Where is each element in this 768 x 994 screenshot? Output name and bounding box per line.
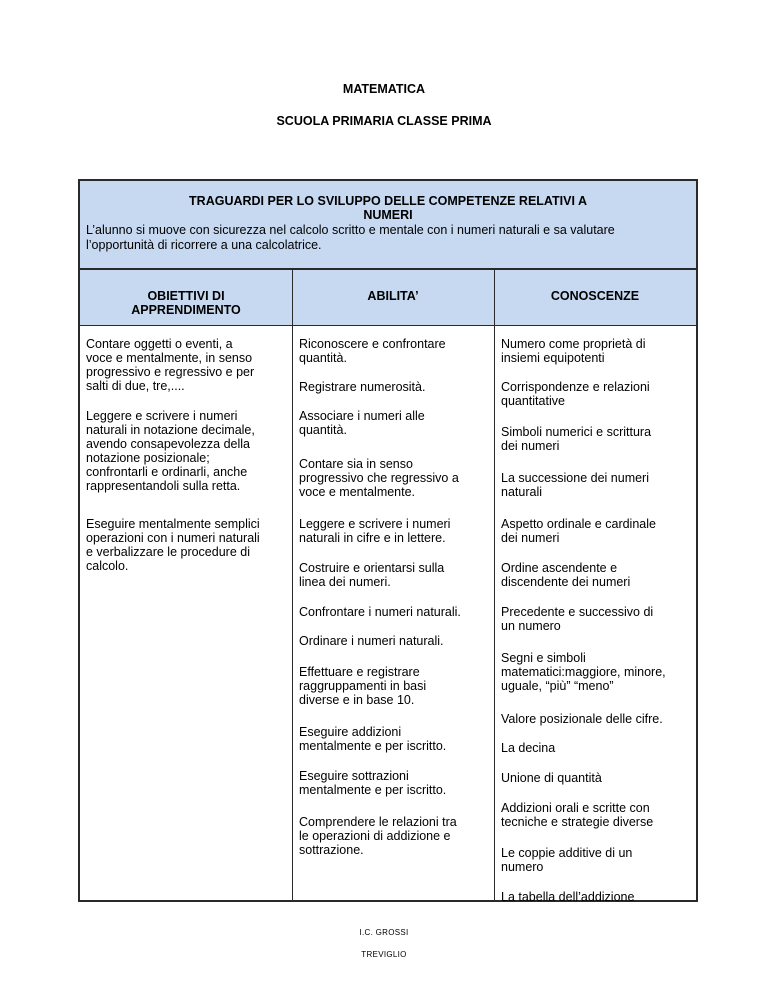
abilita-item [299, 561, 491, 589]
abilita-item [299, 665, 491, 707]
abilita-item [299, 634, 491, 648]
text-line: Simboli numerici e scrittura [501, 425, 652, 439]
text-line: discendente dei numeri [501, 575, 631, 589]
conoscenza-item [501, 471, 693, 499]
text-line: calcolo. [86, 559, 129, 573]
column-header-conoscenze: CONOSCENZE [550, 289, 640, 303]
text-line: progressivo e regressivo e per [86, 365, 255, 379]
conoscenza-item [501, 380, 693, 408]
document-subtitle: SCUOLA PRIMARIA CLASSE PRIMA [276, 114, 492, 128]
text-line: Contare oggetti o eventi, a [86, 337, 233, 351]
conoscenza-item [501, 425, 693, 453]
conoscenza-item [501, 771, 693, 785]
text-line: operazioni con i numeri naturali [86, 531, 260, 545]
text-line: La decina [501, 741, 556, 755]
text-line: naturali [501, 485, 542, 499]
text-line: un numero [501, 619, 561, 633]
text-line: avendo consapevolezza della [86, 437, 251, 451]
text-line: Comprendere le relazioni tra [299, 815, 457, 829]
column-header-abilita: ABILITA’ [367, 289, 419, 303]
text-line: linea dei numeri. [299, 575, 391, 589]
text-line: progressivo che regressivo a [299, 471, 459, 485]
obiettivo-item [86, 517, 286, 573]
traguardi-header [80, 181, 696, 270]
column-header-line: OBIETTIVI DI [147, 289, 225, 303]
text-line: Effettuare e registrare [299, 665, 420, 679]
traguardi-text [86, 223, 692, 253]
abilita-item [299, 337, 491, 365]
text-line: Numero come proprietà di [501, 337, 646, 351]
column-divider [494, 270, 495, 900]
curriculum-table [78, 179, 698, 902]
abilita-item [299, 769, 491, 797]
column-header-line: APPRENDIMENTO [131, 303, 241, 317]
text-line: La successione dei numeri [501, 471, 649, 485]
abilita-item [299, 457, 491, 499]
text-line: insiemi equipotenti [501, 351, 605, 365]
text-line: tecniche e strategie diverse [501, 815, 654, 829]
text-line: quantità. [299, 423, 347, 437]
text-line: Le coppie additive di un [501, 846, 633, 860]
traguardi-text-line: l’opportunità di ricorrere a una calcolatrice. [86, 238, 322, 252]
obiettivo-item [86, 337, 286, 393]
text-line: Contare sia in senso [299, 457, 413, 471]
text-line: Ordinare i numeri naturali. [299, 634, 444, 648]
text-line: Leggere e scrivere i numeri [86, 409, 238, 423]
text-line: mentalmente e per iscritto. [299, 783, 447, 797]
text-line: Ordine ascendente e [501, 561, 618, 575]
traguardi-subject: NUMERI [363, 208, 413, 222]
conoscenza-item [501, 846, 693, 874]
text-line: matematici:maggiore, minore, [501, 665, 666, 679]
text-line: dei numeri [501, 531, 560, 545]
conoscenza-item [501, 741, 693, 755]
conoscenza-item [501, 605, 693, 633]
text-line: salti di due, tre,.... [86, 379, 185, 393]
obiettivo-item [86, 409, 286, 493]
text-line: le operazioni di addizione e [299, 829, 451, 843]
column-header-row [80, 270, 696, 326]
text-line: Eseguire addizioni [299, 725, 402, 739]
text-line: Associare i numeri alle [299, 409, 425, 423]
text-line: Precedente e successivo di [501, 605, 654, 619]
text-line: mentalmente e per iscritto. [299, 739, 447, 753]
text-line: quantitative [501, 394, 565, 408]
text-line: dei numeri [501, 439, 560, 453]
abilita-item [299, 605, 491, 619]
text-line: e verbalizzare le procedure di [86, 545, 250, 559]
text-line: rappresentandoli sulla retta. [86, 479, 241, 493]
conoscenza-item [501, 651, 693, 693]
conoscenza-item [501, 712, 693, 726]
column-divider [292, 270, 293, 900]
text-line: Valore posizionale delle cifre. [501, 712, 663, 726]
column-header-obiettivi [80, 289, 292, 317]
text-line: raggruppamenti in basi [299, 679, 427, 693]
abilita-item [299, 380, 491, 394]
footer-town: TREVIGLIO [361, 950, 407, 959]
conoscenza-item [501, 801, 693, 829]
text-line: Addizioni orali e scritte con [501, 801, 650, 815]
abilita-item [299, 725, 491, 753]
abilita-item [299, 815, 491, 857]
text-line: Riconoscere e confrontare [299, 337, 446, 351]
text-line: Corrispondenze e relazioni [501, 380, 650, 394]
footer-school-name: I.C. GROSSI [359, 928, 409, 937]
text-line: Unione di quantità [501, 771, 602, 785]
text-line: Eseguire mentalmente semplici [86, 517, 260, 531]
text-line: quantità. [299, 351, 347, 365]
abilita-item [299, 409, 491, 437]
text-line: voce e mentalmente. [299, 485, 416, 499]
conoscenza-item [501, 337, 693, 365]
text-line: uguale, “più” “meno” [501, 679, 614, 693]
traguardi-title: TRAGUARDI PER LO SVILUPPO DELLE COMPETENZE RELATIVI A [189, 194, 587, 208]
text-line: Registrare numerosità. [299, 380, 426, 394]
text-line: Confrontare i numeri naturali. [299, 605, 461, 619]
text-line: naturali in cifre e in lettere. [299, 531, 446, 545]
text-line: Leggere e scrivere i numeri [299, 517, 451, 531]
text-line: Segni e simboli [501, 651, 586, 665]
text-line: voce e mentalmente, in senso [86, 351, 253, 365]
text-line: diverse e in base 10. [299, 693, 415, 707]
text-line: naturali in notazione decimale, [86, 423, 255, 437]
text-line: Eseguire sottrazioni [299, 769, 409, 783]
conoscenza-item [501, 517, 693, 545]
text-line: Costruire e orientarsi sulla [299, 561, 445, 575]
conoscenza-item [501, 890, 693, 904]
text-line: numero [501, 860, 544, 874]
traguardi-text-line: L’alunno si muove con sicurezza nel calcolo scritto e mentale con i numeri naturali e sa valutare [86, 223, 615, 237]
text-line: notazione posizionale; [86, 451, 210, 465]
text-line: confrontarli e ordinarli, anche [86, 465, 248, 479]
text-line: La tabella dell’addizione [501, 890, 635, 904]
text-line: Aspetto ordinale e cardinale [501, 517, 656, 531]
abilita-item [299, 517, 491, 545]
text-line: sottrazione. [299, 843, 364, 857]
document-title: MATEMATICA [342, 82, 426, 96]
conoscenza-item [501, 561, 693, 589]
